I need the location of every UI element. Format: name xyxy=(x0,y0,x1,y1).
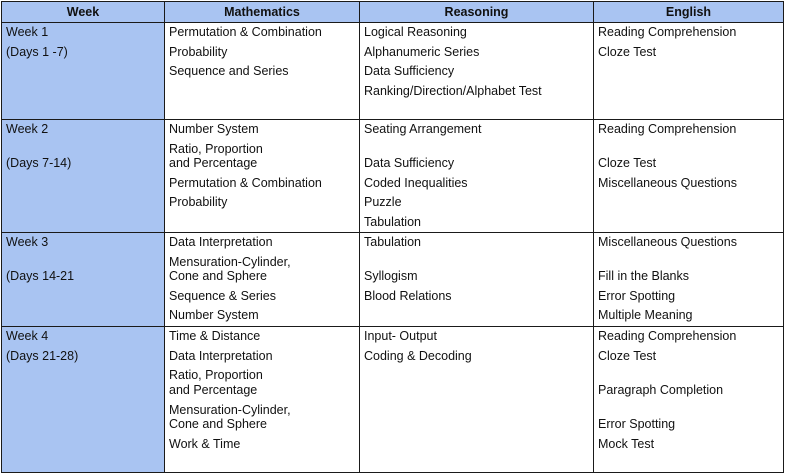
week-4-cell xyxy=(1,326,165,473)
header-english: English xyxy=(593,1,784,23)
topic: Time & Distance xyxy=(169,329,261,343)
topic: Miscellaneous Questions xyxy=(598,235,737,249)
topic: Error Spotting xyxy=(598,417,676,431)
topic: Cone and Sphere xyxy=(169,269,267,283)
topic: Tabulation xyxy=(364,235,421,249)
topic: Reading Comprehension xyxy=(598,122,737,136)
week-2-cell xyxy=(1,119,165,233)
topic: Cloze Test xyxy=(598,45,657,59)
topic: Paragraph Completion xyxy=(598,383,724,397)
topic: Input- Output xyxy=(364,329,437,343)
topic: Probability xyxy=(169,195,228,209)
topic: Permutation & Combination xyxy=(169,176,322,190)
week-2-reasoning xyxy=(359,119,594,233)
week-1-reasoning xyxy=(359,22,594,120)
topic: and Percentage xyxy=(169,383,258,397)
topic: and Percentage xyxy=(169,156,258,170)
week-days: (Days 21-28) xyxy=(6,349,79,363)
week-4-reasoning xyxy=(359,326,594,473)
week-1-mathematics xyxy=(164,22,360,120)
topic: Data Interpretation xyxy=(169,235,273,249)
topic: Seating Arrangement xyxy=(364,122,482,136)
topic: Tabulation xyxy=(364,215,421,229)
week-days: (Days 1 -7) xyxy=(6,45,68,59)
topic: Data Sufficiency xyxy=(364,64,455,78)
topic: Sequence & Series xyxy=(169,289,277,303)
week-3-english xyxy=(593,232,784,327)
topic: Mensuration-Cylinder, xyxy=(169,255,291,269)
week-2-mathematics xyxy=(164,119,360,233)
topic: Ratio, Proportion xyxy=(169,368,263,382)
topic: Cloze Test xyxy=(598,156,657,170)
header-week: Week xyxy=(1,1,165,23)
week-3-cell xyxy=(1,232,165,327)
week-3-reasoning xyxy=(359,232,594,327)
header-mathematics: Mathematics xyxy=(164,1,360,23)
week-label: Week 3 xyxy=(6,235,49,249)
topic: Blood Relations xyxy=(364,289,452,303)
topic: Data Interpretation xyxy=(169,349,273,363)
topic: Coding & Decoding xyxy=(364,349,472,363)
topic: Fill in the Blanks xyxy=(598,269,690,283)
topic: Reading Comprehension xyxy=(598,329,737,343)
header-reasoning: Reasoning xyxy=(359,1,594,23)
week-label: Week 1 xyxy=(6,25,49,39)
topic: Mensuration-Cylinder, xyxy=(169,403,291,417)
week-label: Week 4 xyxy=(6,329,49,343)
topic: Cloze Test xyxy=(598,349,657,363)
week-1-cell xyxy=(1,22,165,120)
topic: Work & Time xyxy=(169,437,241,451)
topic: Coded Inequalities xyxy=(364,176,468,190)
topic: Mock Test xyxy=(598,437,655,451)
topic: Data Sufficiency xyxy=(364,156,455,170)
topic: Puzzle xyxy=(364,195,402,209)
topic: Number System xyxy=(169,308,259,322)
topic: Cone and Sphere xyxy=(169,417,267,431)
topic: Multiple Meaning xyxy=(598,308,693,322)
topic: Number System xyxy=(169,122,259,136)
week-2-english xyxy=(593,119,784,233)
week-days: (Days 7-14) xyxy=(6,156,72,170)
week-4-english xyxy=(593,326,784,473)
topic: Permutation & Combination xyxy=(169,25,322,39)
topic: Ranking/Direction/Alphabet Test xyxy=(364,84,542,98)
topic: Logical Reasoning xyxy=(364,25,467,39)
topic: Sequence and Series xyxy=(169,64,289,78)
topic: Syllogism xyxy=(364,269,418,283)
week-3-mathematics xyxy=(164,232,360,327)
topic: Alphanumeric Series xyxy=(364,45,480,59)
week-1-english xyxy=(593,22,784,120)
week-days: (Days 14-21 xyxy=(6,269,75,283)
topic: Reading Comprehension xyxy=(598,25,737,39)
topic: Miscellaneous Questions xyxy=(598,176,737,190)
topic: Probability xyxy=(169,45,228,59)
topic: Error Spotting xyxy=(598,289,676,303)
topic: Ratio, Proportion xyxy=(169,142,263,156)
week-4-mathematics xyxy=(164,326,360,473)
week-label: Week 2 xyxy=(6,122,49,136)
